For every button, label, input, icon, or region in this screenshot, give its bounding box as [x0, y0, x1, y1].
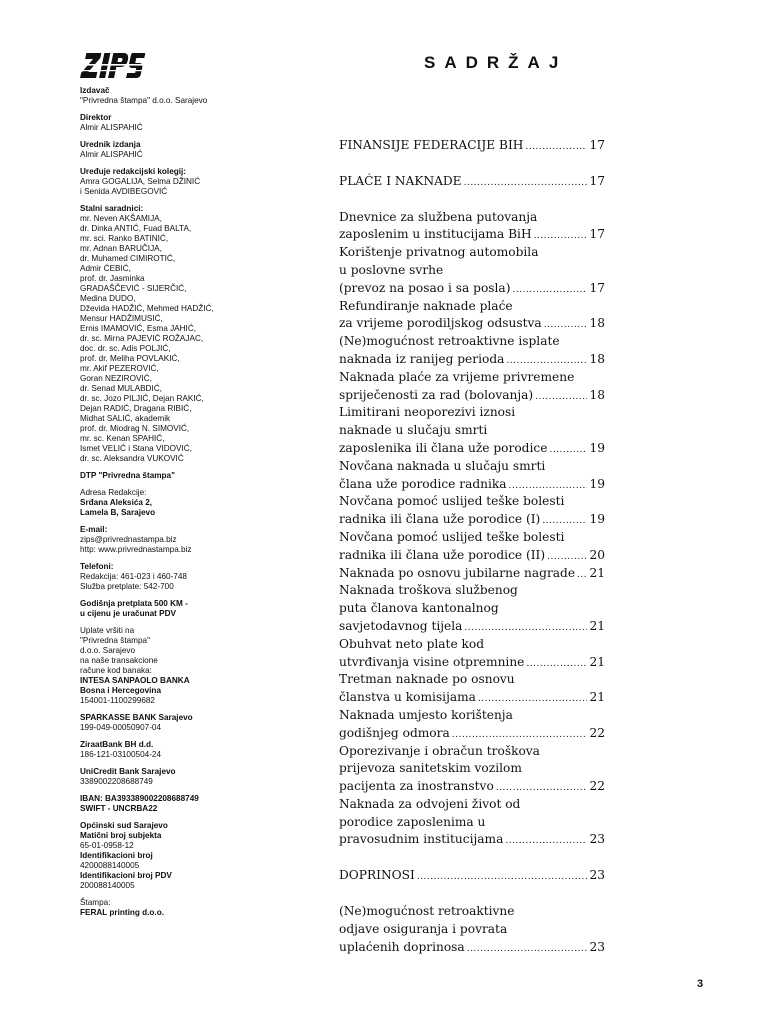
- toc-entry[interactable]: [339, 636, 605, 672]
- toc-entry-text: (prevoz na posao i sa posla): [339, 280, 511, 295]
- toc-entry[interactable]: [339, 209, 605, 245]
- masthead-label: Direktor: [80, 113, 112, 122]
- masthead-value: Služba pretplate: 542-700: [80, 582, 174, 591]
- toc-page-number: 18: [589, 387, 605, 402]
- toc-entry-row: [339, 351, 605, 369]
- toc-leader-dots: [512, 282, 587, 300]
- masthead-value: 199-049-00050907-04: [80, 723, 162, 732]
- masthead-label: Matični broj subjekta: [80, 831, 162, 840]
- masthead-label: E-mail:: [80, 525, 108, 534]
- masthead-label: Izdavač: [80, 86, 110, 95]
- toc-page-number: 20: [589, 547, 605, 562]
- toc-entry-text: PLAĆE I NAKNADE: [339, 173, 462, 188]
- toc-entry[interactable]: [339, 743, 605, 796]
- toc-entry-text: odjave osiguranja i povrata: [339, 921, 508, 936]
- masthead-value: mr. Neven AKŠAMIJA,: [80, 214, 162, 223]
- toc-page-number: 22: [589, 725, 605, 740]
- masthead-value: Dževida HADŽIĆ, Mehmed HADŽIĆ,: [80, 304, 214, 313]
- toc-entry-text: utvrđivanja visine otpremnine: [339, 654, 525, 669]
- toc-entry-text: člana uže porodice radnika: [339, 476, 507, 491]
- toc-entry-row: [339, 280, 605, 298]
- toc-entry-text: pravosudnim institucijama: [339, 832, 504, 847]
- masthead-value: 65-01-0958-12: [80, 841, 134, 850]
- masthead-value: "Privredna štampa": [80, 636, 150, 645]
- toc-entry-text: DOPRINOSI: [339, 868, 415, 883]
- toc-page-number: 21: [589, 690, 605, 705]
- toc-entry-text: spriječenosti za rad (bolovanja): [339, 387, 534, 402]
- toc-entry[interactable]: [339, 796, 605, 849]
- masthead-value: Adresa Redakcije:: [80, 488, 147, 497]
- masthead-label: Telefoni:: [80, 562, 114, 571]
- toc-entry-text: prijevoza sanitetskim vozilom: [339, 761, 522, 776]
- toc-leader-dots: [577, 567, 587, 585]
- toc-leader-dots: [464, 175, 588, 193]
- toc-entry-text: FINANSIJE FEDERACIJE BIH: [339, 138, 524, 152]
- toc-page-number: 21: [589, 654, 605, 669]
- toc-entry-text: (Ne)mogućnost retroaktivne: [339, 904, 515, 919]
- masthead-value: mr. Adnan BARUČIJA,: [80, 244, 162, 253]
- masthead-section: [80, 86, 310, 106]
- masthead-section: [80, 794, 310, 814]
- toc-entry-text: Naknada umjesto korištenja: [339, 707, 513, 722]
- toc-entry-text: Refundiranje naknade plaće: [339, 298, 513, 313]
- toc-entry-row: [339, 618, 605, 636]
- masthead-value: 154001-1100299682: [80, 696, 155, 705]
- masthead-value: na naše transakcione: [80, 656, 158, 665]
- toc-leader-dots: [452, 727, 588, 745]
- masthead-label: Godišnja pretplata 500 KM -: [80, 599, 188, 608]
- toc-page-number: 23: [589, 868, 605, 883]
- toc-entry-text: pacijenta za inostranstvo: [339, 779, 494, 794]
- toc-entry-text: naknada iz ranijeg perioda: [339, 351, 505, 366]
- toc-entry-text: zaposlenim u institucijama BiH: [339, 227, 532, 242]
- masthead-label: Općinski sud Sarajevo: [80, 821, 168, 830]
- toc-entry[interactable]: [339, 244, 605, 297]
- toc-page-number: 19: [589, 512, 605, 527]
- toc-entry-text: Limitirani neoporezivi iznosi: [339, 405, 516, 420]
- toc-entry-text: naknade u slučaju smrti: [339, 423, 488, 438]
- toc-entry-row: [339, 689, 605, 707]
- toc-entry-text: Naknada za odvojeni život od: [339, 796, 521, 811]
- toc-entry-text: zaposlenika ili člana uže porodice: [339, 440, 548, 455]
- toc-entry-row: [339, 387, 605, 405]
- toc-entry-text: radnika ili člana uže porodice (I): [339, 512, 541, 527]
- masthead-value: račune kod banaka:: [80, 666, 152, 675]
- masthead-value: dr. Senad MULABDIĆ,: [80, 384, 162, 393]
- masthead-label: Lamela B, Sarajevo: [80, 508, 156, 517]
- zips-logo: [80, 50, 150, 82]
- toc-entry-text: godišnjeg odmora: [339, 725, 450, 740]
- masthead-value: "Privredna štampa" d.o.o. Sarajevo: [80, 96, 208, 105]
- masthead-section: [80, 713, 310, 733]
- masthead-label: Uređuje redakcijski kolegij:: [80, 167, 187, 176]
- masthead-section: [80, 525, 310, 555]
- masthead-label: DTP "Privredna štampa": [80, 471, 175, 480]
- toc-entry-text: porodice zaposlenima u: [339, 814, 486, 829]
- toc-page-number: 19: [589, 440, 605, 455]
- toc-entry-text: Novčana pomoć uslijed teške bolesti: [339, 494, 565, 509]
- masthead-value: doc. dr. sc. Adis POLJIĆ,: [80, 344, 171, 353]
- toc-section-heading[interactable]: [339, 173, 605, 191]
- toc-entry-row: [339, 565, 605, 583]
- masthead-value: Ismet VELIĆ i Stana VIDOVIĆ,: [80, 444, 192, 453]
- toc-entry-row: [339, 725, 605, 743]
- toc-page-number: 21: [589, 618, 605, 633]
- masthead-section: [80, 898, 310, 918]
- toc-entry-text: Novčana pomoć uslijed teške bolesti: [339, 529, 565, 544]
- toc-entry-text: Obuhvat neto plate kod: [339, 636, 485, 651]
- toc-entry[interactable]: [339, 404, 605, 457]
- toc-page-number: 23: [589, 832, 605, 847]
- toc-page-number: 21: [589, 565, 605, 580]
- masthead-section: [80, 740, 310, 760]
- toc-group: [339, 867, 605, 885]
- masthead-label: Urednik izdanja: [80, 140, 141, 149]
- masthead-section: [80, 140, 310, 160]
- toc-entry[interactable]: [339, 369, 605, 405]
- toc-leader-dots: [525, 139, 587, 157]
- toc-entry[interactable]: [339, 671, 605, 707]
- toc-page-number: 17: [589, 173, 605, 188]
- toc-page-number: 23: [589, 939, 605, 954]
- toc-entry-text: savjetodavnog tijela: [339, 618, 463, 633]
- toc-leader-dots: [535, 389, 587, 407]
- masthead-value: 3389002208688749: [80, 777, 153, 786]
- masthead-value: Amra GOGALIJA, Selma DŽINIĆ: [80, 177, 201, 186]
- toc-entry[interactable]: [339, 565, 605, 583]
- toc-entry-row: [339, 939, 605, 957]
- masthead-section: [80, 599, 310, 619]
- toc-page-number: 22: [589, 779, 605, 794]
- toc-entry[interactable]: [339, 333, 605, 369]
- toc-entry[interactable]: [339, 493, 605, 529]
- toc-page-number: 19: [589, 476, 605, 491]
- toc-entry[interactable]: [339, 707, 605, 743]
- masthead-value: 4200088140005: [80, 861, 140, 870]
- masthead-label: UniCredit Bank Sarajevo: [80, 767, 176, 776]
- masthead-section: [80, 471, 310, 481]
- toc-group: [339, 137, 605, 155]
- toc-group: [339, 209, 605, 850]
- masthead-value: mr. Akif PEZEROVIĆ,: [80, 364, 159, 373]
- masthead-credits: [80, 86, 310, 925]
- masthead-value: Goran NEZIROVIĆ,: [80, 374, 152, 383]
- toc-entry-text: radnika ili člana uže porodice (II): [339, 547, 546, 562]
- masthead-value: 200088140005: [80, 881, 135, 890]
- toc-entry-row: [339, 173, 605, 191]
- toc-page-number: 18: [589, 351, 605, 366]
- masthead-value: dr. Muhamed CIMIROTIĆ,: [80, 254, 176, 263]
- masthead-label: FERAL printing d.o.o.: [80, 908, 164, 917]
- masthead-value: prof. dr. Jasminka: [80, 274, 145, 283]
- masthead-label: SWIFT - UNCRBA22: [80, 804, 158, 813]
- toc-entry[interactable]: [339, 582, 605, 635]
- masthead-value: Ernis IMAMOVIĆ, Esma JAHIĆ,: [80, 324, 197, 333]
- toc-leader-dots: [549, 442, 587, 460]
- masthead-value: mr. sci. Ranko BATINIĆ,: [80, 234, 169, 243]
- toc-entry-text: Dnevnice za službena putovanja: [339, 209, 538, 224]
- masthead-label: Stalni saradnici:: [80, 204, 144, 213]
- masthead-value: mr. sc. Kenan SPAHIĆ,: [80, 434, 165, 443]
- masthead-label: INTESA SANPAOLO BANKA: [80, 676, 190, 685]
- toc-leader-dots: [467, 941, 588, 959]
- masthead-value: prof. dr. Meliha POVLAKIĆ,: [80, 354, 180, 363]
- toc-entry-row: [339, 654, 605, 672]
- masthead-value: d.o.o. Sarajevo: [80, 646, 136, 655]
- toc-entry-text: Naknada po osnovu jubilarne nagrade: [339, 565, 576, 580]
- zips-logo-graphic: [80, 50, 150, 82]
- masthead-value: Uplate vršiti na: [80, 626, 135, 635]
- toc-entry-text: uplaćenih doprinosa: [339, 939, 465, 954]
- toc-entry-row: [339, 440, 605, 458]
- masthead-label: SPARKASSE BANK Sarajevo: [80, 713, 193, 722]
- toc-entry-row: [339, 867, 605, 885]
- masthead-section: [80, 167, 310, 197]
- page-number: 3: [697, 978, 704, 990]
- masthead-value: Štampa:: [80, 898, 111, 907]
- toc-section-heading[interactable]: [339, 137, 605, 155]
- masthead-label: IBAN: BA393389002208688749: [80, 794, 199, 803]
- toc-entry[interactable]: [339, 298, 605, 334]
- masthead-value: Almir ALISPAHIĆ: [80, 150, 143, 159]
- toc-leader-dots: [534, 228, 588, 246]
- toc-section-heading[interactable]: [339, 867, 605, 885]
- toc-entry-text: (Ne)mogućnost retroaktivne isplate: [339, 334, 560, 349]
- toc-entry-row: [339, 137, 605, 155]
- toc-entry-row: [339, 315, 605, 333]
- masthead-label: Srđana Aleksića 2,: [80, 498, 153, 507]
- toc-group: [339, 903, 605, 956]
- toc-entry-row: [339, 476, 605, 494]
- masthead-value: dr. sc. Mirna PAJEVIĆ ROŽAJAC,: [80, 334, 204, 343]
- masthead-value: GRADAŠČEVIĆ - SIJERČIĆ,: [80, 284, 187, 293]
- masthead-value: 186-121-03100504-24: [80, 750, 162, 759]
- toc-entry-row: [339, 226, 605, 244]
- masthead-value: Medina DUDO,: [80, 294, 136, 303]
- masthead-section: [80, 562, 310, 592]
- toc-entry-text: Tretman naknade po osnovu: [339, 672, 515, 687]
- masthead-label: Bosna i Hercegovina: [80, 686, 161, 695]
- masthead-label: u cijenu je uračunat PDV: [80, 609, 176, 618]
- masthead-section: [80, 626, 310, 706]
- masthead-section: [80, 204, 310, 464]
- masthead-value: i Senida AVDIBEGOVIĆ: [80, 187, 168, 196]
- page-title: SADRŽAJ: [424, 53, 568, 72]
- toc-entry-row: [339, 831, 605, 849]
- toc-entry-text: Novčana naknada u slučaju smrti: [339, 458, 546, 473]
- toc-entry-row: [339, 511, 605, 529]
- toc-entry-text: Oporezivanje i obračun troškova: [339, 743, 540, 758]
- toc-entry-text: u poslovne svrhe: [339, 262, 444, 277]
- toc-leader-dots: [417, 869, 588, 887]
- toc-page-number: 17: [589, 138, 605, 152]
- toc-entry-text: za vrijeme porodiljskog odsustva: [339, 316, 542, 331]
- toc-entry[interactable]: [339, 903, 605, 956]
- toc-page-number: 17: [589, 280, 605, 295]
- masthead-value: Admir ĆEBIĆ,: [80, 264, 131, 273]
- toc-page-number: 18: [589, 316, 605, 331]
- toc-entry-row: [339, 778, 605, 796]
- toc-leader-dots: [505, 833, 587, 851]
- toc-entry-text: Naknada troškova službenog: [339, 583, 518, 598]
- masthead-value: Almir ALISPAHIĆ: [80, 123, 143, 132]
- masthead-section: [80, 767, 310, 787]
- toc-page-number: 17: [589, 227, 605, 242]
- masthead-value: prof. dr. Miodrag N. SIMOVIĆ,: [80, 424, 190, 433]
- masthead-label: ZiraatBank BH d.d.: [80, 740, 154, 749]
- toc-entry[interactable]: [339, 458, 605, 494]
- masthead-label: Identifikacioni broj PDV: [80, 871, 172, 880]
- toc-entry-text: puta članova kantonalnog: [339, 601, 499, 616]
- masthead-section: [80, 113, 310, 133]
- masthead-value: dr. sc. Aleksandra VUKOVIĆ: [80, 454, 184, 463]
- masthead-value: Mensur HADŽIMUSIĆ,: [80, 314, 163, 323]
- masthead-label: Identifikacioni broj: [80, 851, 153, 860]
- toc-entry[interactable]: [339, 529, 605, 565]
- table-of-contents: [339, 137, 605, 974]
- masthead-section: [80, 488, 310, 518]
- toc-entry-text: Naknada plaće za vrijeme privremene: [339, 369, 575, 384]
- toc-leader-dots: [526, 656, 587, 674]
- masthead-section: [80, 821, 310, 891]
- toc-entry-row: [339, 547, 605, 565]
- masthead-value: http: www.privrednastampa.biz: [80, 545, 192, 554]
- masthead-value: Redakcija: 461-023 i 460-748: [80, 572, 187, 581]
- masthead-value: Dejan RADIĆ, Dragana RIBIĆ,: [80, 404, 192, 413]
- masthead-value: dr. Dinka ANTIĆ, Fuad BALTA,: [80, 224, 192, 233]
- masthead-value: dr. sc. Jozo PILJIĆ, Dejan RAKIĆ,: [80, 394, 204, 403]
- masthead-value: Midhat SALIĆ, akademik: [80, 414, 171, 423]
- masthead-value: zips@privrednastampa.biz: [80, 535, 177, 544]
- toc-entry-text: članstva u komisijama: [339, 690, 476, 705]
- toc-group: [339, 173, 605, 191]
- toc-entry-text: Korištenje privatnog automobila: [339, 245, 539, 260]
